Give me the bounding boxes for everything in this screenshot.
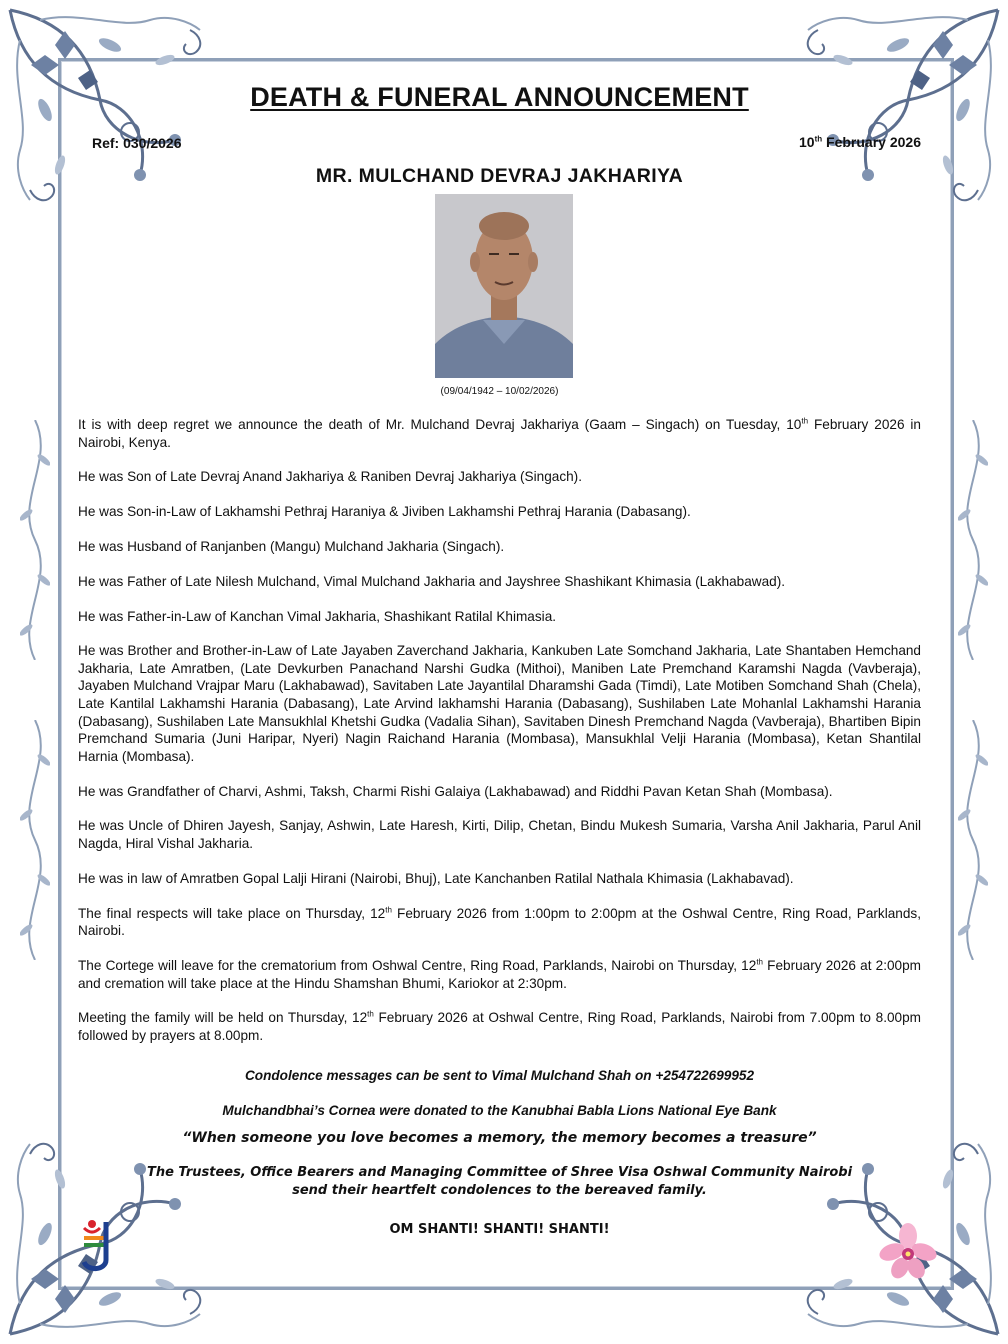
death-paragraph: It is with deep regret we announce the death of Mr. Mulchand Devraj Jakhariya (Gaam – Singach) on Tuesday, 10th February 2026 in Nairobi, Kenya.: [78, 416, 921, 450]
cornea-donation-note: Mulchandbhai’s Cornea were donated to the Kanubhai Babla Lions National Eye Bank: [222, 1103, 777, 1118]
son-paragraph: He was Son of Late Devraj Anand Jakhariya & Raniben Devraj Jakhariya (Singach).: [78, 469, 582, 485]
vine-ornament-icon: [958, 720, 988, 960]
uncle-paragraph: He was Uncle of Dhiren Jayesh, Sanjay, Ashwin, Late Haresh, Kirti, Dilip, Chetan, Bindu Mukesh Sumaria, Varsha Anil Jakharia, Parul Anil Nagda, Hiral Vishal Jakharia.: [78, 818, 921, 851]
page-title: DEATH & FUNERAL ANNOUNCEMENT: [250, 82, 749, 112]
condolence-contact: Condolence messages can be sent to Vimal Mulchand Shah on +254722699952: [244, 1068, 755, 1083]
father-paragraph: He was Father of Late Nilesh Mulchand, Vimal Mulchand Jakharia and Jayshree Shashikant Khimasia (Lakhabawad).: [78, 573, 786, 589]
son-in-law-paragraph: He was Son-in-Law of Lakhamshi Pethraj Haraniya & Jiviben Lakhamshi Pethraj Harania (Dabasang).: [78, 504, 691, 520]
reference-number: Ref: 030/2026: [92, 135, 182, 151]
community-logo-icon: [80, 1216, 120, 1276]
deceased-name: MR. MULCHAND DEVRAJ JAKHARIYA: [315, 165, 684, 187]
orchid-flower-icon: [878, 1222, 938, 1282]
in-law-paragraph: He was in law of Amratben Gopal Lalji Hirani (Nairobi, Bhuj), Late Kanchanben Ratilal Nathala Khimasia (Lakhabavad).: [78, 870, 794, 886]
announcement-date: 10th February 2026: [799, 134, 921, 150]
cortege-paragraph: The Cortege will leave for the crematorium from Oshwal Centre, Ring Road, Parklands, Nairobi on Thursday, 12th February 2026 at 2:00pm and cremation will take place at the Hindu Shamshan Bhumi, Kariokor at 2:30pm.: [78, 957, 921, 991]
announcement-body: [78, 416, 921, 1062]
om-shanti: OM SHANTI! SHANTI! SHANTI!: [389, 1222, 610, 1237]
vine-ornament-icon: [958, 420, 988, 660]
brother-paragraph: He was Brother and Brother-in-Law of Late Jayaben Zaverchand Jakharia, Kankuben Late Somchand Jakharia, Late Shantaben Hemchand Jakharia, Late Amratben, (Late Devkurben Panachand Narshi Gudka (Mithoi), Maniben Late Premchand Karamshi Nagda (Vavberaja), Jayaben Mulchand Vrajpar Maru (Lakhabawad), Savitaben Late Jayantilal Dharamshi Gada (Timdi), Late Motiben Somchand Shah (Chela), Late Kantilal Lakhamshi Harania (Dabasang), Late Arvind lakhamshi Harania (Dabasang), Sushilaben Late Mohanlal Lakhamshi Harania (Dabasang), Sushilaben Late Mansukhlal Khetshi Gudka (Vadalia Sihan), Savitaben Dinesh Premchand Nagda (Vavberaja), Bhartiben Bipin Premchand Sumaria (Juni Haripar, Nyeri) Nagin Raichand Harania (Mombasa), Mansukhlal Velji Harania (Mombasa), Ketan Shantilal Harnia (Mombasa).: [78, 643, 921, 764]
husband-paragraph: He was Husband of Ranjanben (Mangu) Mulchand Jakharia (Singach).: [78, 538, 505, 554]
portrait-photo: [435, 194, 573, 378]
trustees-line-2: send their heartfelt condolences to the bereaved family.: [292, 1183, 707, 1198]
trustees-message: [78, 1164, 921, 1200]
father-in-law-paragraph: He was Father-in-Law of Kanchan Vimal Jakharia, Shashikant Ratilal Khimasia.: [78, 608, 557, 624]
grandfather-paragraph: He was Grandfather of Charvi, Ashmi, Taksh, Charmi Rishi Galaiya (Lakhabawad) and Riddhi Pavan Ketan Shah (Mombasa).: [78, 783, 833, 799]
vine-ornament-icon: [20, 720, 50, 960]
life-dates: (09/04/1942 – 10/02/2026): [440, 386, 559, 397]
final-respects-paragraph: The final respects will take place on Thursday, 12th February 2026 from 1:00pm to 2:00pm at the Oshwal Centre, Ring Road, Parklands, Nairobi.: [78, 905, 921, 939]
trustees-line-1: The Trustees, Office Bearers and Managing Committee of Shree Visa Oshwal Community Nairobi: [146, 1165, 853, 1180]
memorial-quote: “When someone you love becomes a memory, the memory becomes a treasure”: [182, 1130, 817, 1146]
family-meeting-paragraph: Meeting the family will be held on Thursday, 12th February 2026 at Oshwal Centre, Ring Road, Parklands, Nairobi from 7.00pm to 8.00pm followed by prayers at 8.00pm.: [78, 1009, 921, 1043]
vine-ornament-icon: [20, 420, 50, 660]
